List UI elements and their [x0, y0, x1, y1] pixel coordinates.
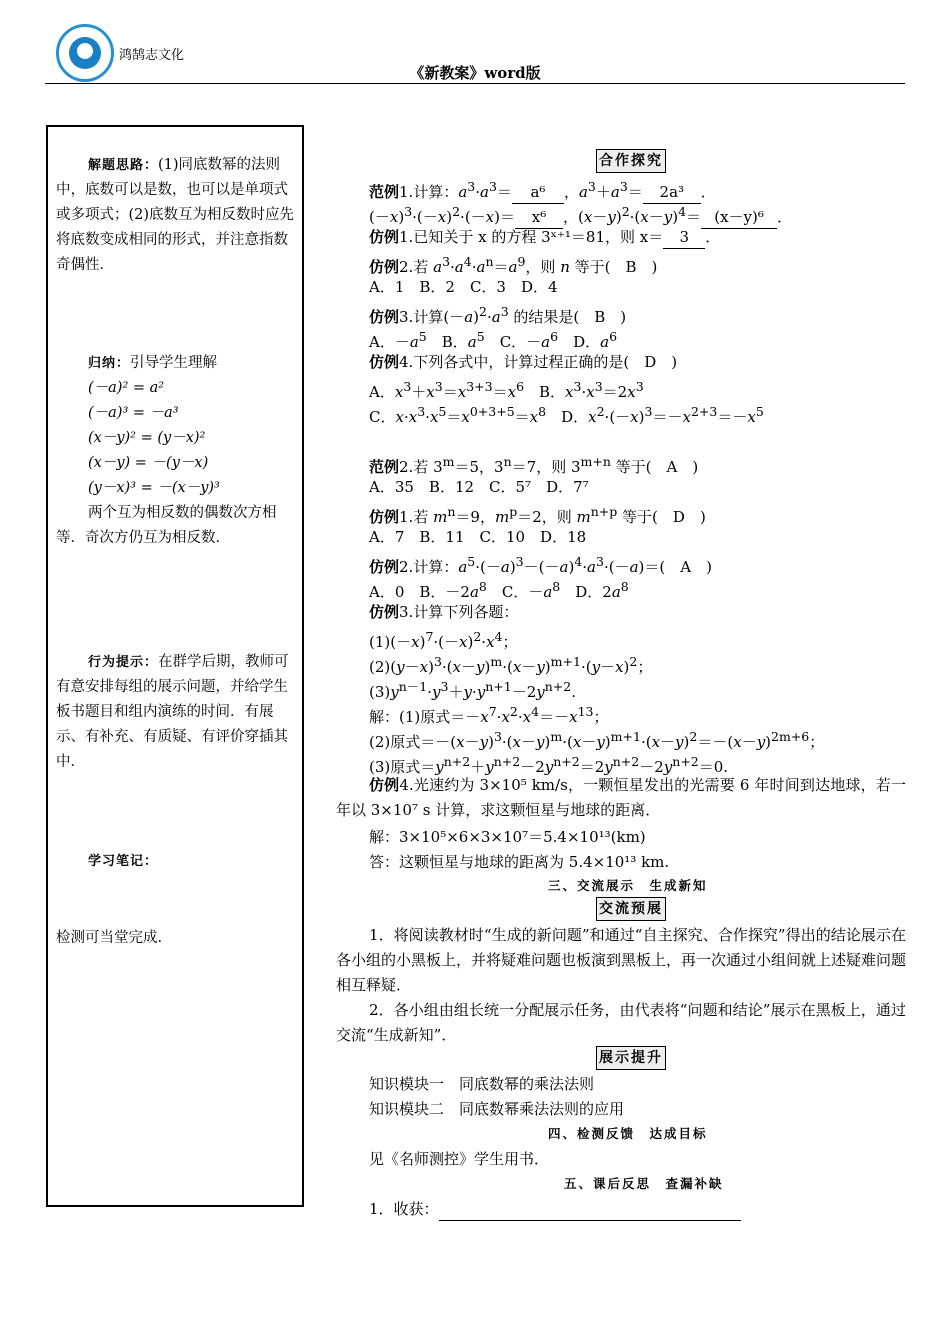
- company-name: 鸿鹄志文化: [119, 48, 185, 63]
- practice-3-options: A．$-a^5$ B．$a^5$ C．$-a^6$ D．$a^6$: [369, 329, 618, 351]
- coop-badge: 合作探究: [596, 149, 666, 173]
- practice-4-options-ab: A．$x^3+x^3=x^{3+3}=x^6$ B．$x^3\cdot x^3=2x^3$: [369, 379, 644, 401]
- sidebar-hint: [56, 153, 296, 278]
- practice2-1-options: A．7 B．11 C．10 D．18: [369, 528, 587, 546]
- show-badge: 展示提升: [596, 1046, 666, 1070]
- section-5-heading: 五、课后反思 查漏补缺: [564, 1176, 724, 1191]
- coop-badge-wrap: [596, 149, 666, 173]
- practice-1: 仿例1.已知关于 x 的方程 3ˣ⁺¹＝81，则 x＝ 3 ．: [369, 226, 720, 249]
- answer-blank: 2a³: [643, 181, 701, 204]
- practice-2: 仿例2.若 $a^3\cdot a^4\cdot a^n=a^9$，则 n 等于( B ): [369, 254, 658, 276]
- gain-line: 1．收获：: [369, 1198, 741, 1221]
- rule-3: (x－y)² = (y－x)²: [88, 430, 206, 446]
- solution-2: (2)原式$=-(x-y)^3\cdot(x-y)^m\cdot(x-y)^{m+1}\cdot(x-y)^2=-(x-y)^{2m+6}$；: [369, 729, 825, 751]
- sidebar-summary: [56, 351, 296, 551]
- example-1-line2: $(-x)^3\cdot(-x)^2\cdot(-x)= x^6$ ，$(x-y)^2\cdot(x-y)^4= (x-y)^6$ ．: [369, 201, 792, 229]
- module-2: 知识模块二 同底数幂乘法法则的应用: [369, 1100, 625, 1118]
- hint-text: (1)同底数幂的法则中，底数可以是数，也可以是单项式或多项式；(2)底数互为相反数时应先将底数变成相同的形式，并注意指数奇偶性．: [56, 157, 295, 273]
- section-4-heading: 四、检测反馈 达成目标: [548, 1126, 708, 1141]
- exchange-item-1: 1．将阅读教材时“生成的新问题”和通过“自主探究、合作探究”得出的结论展示在各小组的小黑板上，并将疑难问题也板演到黑板上，再一次通过小组间就上述疑难问题相互释疑．: [336, 926, 907, 994]
- summary-text: 两个互为相反数的偶数次方相等．奇次方仍互为相反数．: [56, 505, 277, 546]
- example-2-options: A．35 B．12 C．5⁷ D．7⁷: [369, 478, 589, 496]
- exchange-badge: 交流预展: [596, 897, 666, 921]
- rule-1: (－a)² = a²: [88, 380, 165, 396]
- rule-5: (y－x)³ = －(x－y)³: [88, 480, 220, 496]
- rule-2: (－a)³ = －a³: [88, 405, 179, 421]
- practice2-3-item3: $(3)y^{n-1}\cdot y^3+y\cdot y^{n+1}-2y^{n+2}$.: [369, 679, 577, 701]
- practice-4-options-cd: C．$x\cdot x^3\cdot x^5=x^{0+3+5}=x^8$ D．$x^2\cdot(-x)^3=-x^{2+3}=-x^5$: [369, 404, 764, 426]
- summary-intro: 引导学生理解: [130, 355, 218, 371]
- practice-4: 仿例4.下列各式中，计算过程正确的是( D ): [369, 353, 678, 371]
- practice2-4-answer: 答：这颗恒星与地球的距离为 5.4×10¹³ km.: [369, 853, 670, 871]
- practice2-3-item1: $(1)(-x)^7\cdot(-x)^2\cdot x^4$；: [369, 629, 518, 651]
- practice2-3: 仿例3.计算下列各题：: [369, 603, 519, 621]
- exchange-badge-wrap: [596, 897, 666, 921]
- sidebar-notes: [56, 849, 296, 874]
- see-book: 见《名师测控》学生用书．: [369, 1150, 550, 1168]
- answer-blank: 3: [663, 226, 705, 249]
- show-badge-wrap: [596, 1046, 666, 1070]
- summary-label: 归纳：: [88, 356, 131, 371]
- behavior-text: 在群学后期，教师可有意安排每组的展示问题，并给学生板书题目和组内演练的时间．有展示、有补充、有质疑、有评价穿插其中．: [56, 654, 289, 770]
- practice2-2: 仿例2.计算：$a^5\cdot(-a)^3-(-a)^4\cdot a^3\cdot(-a)=$( A ): [369, 554, 712, 576]
- practice2-1: 仿例1.若 $m^n=9$，$m^p=2$，则 $m^{n+p}$ 等于( D ): [369, 504, 706, 526]
- answer-blank: (x－y)⁶: [701, 206, 777, 229]
- behavior-label: 行为提示：: [88, 655, 159, 670]
- gain-blank[interactable]: [439, 1198, 741, 1221]
- practice2-2-options: A．0 B．$-2a^8$ C．$-a^8$ D．$2a^8$: [369, 579, 629, 601]
- hint-label: 解题思路：: [88, 158, 159, 173]
- page-title: 《新教案》word版: [409, 64, 541, 82]
- solution-1: 解：(1)原式$=-x^7\cdot x^2\cdot x^4=-x^{13}$；: [369, 704, 609, 726]
- header-divider: [45, 83, 905, 84]
- example-1: 范例1.计算：$a^3\cdot a^3= a^6$ ，$a^3+a^3= 2a^3$ ．: [369, 176, 716, 204]
- practice2-4: 仿例4.光速约为 3×10⁵ km/s，一颗恒星发出的光需要 6 年时间到达地球，若一年以 3×10⁷ s 计算，求这颗恒星与地球的距离．: [336, 776, 906, 819]
- practice2-3-item2: $(2)(y-x)^3\cdot(x-y)^m\cdot(x-y)^{m+1}\cdot(y-x)^2$；: [369, 654, 653, 676]
- answer-blank: a⁶: [512, 181, 564, 204]
- answer-blank: x⁶: [515, 206, 563, 229]
- practice-2-options: A．1 B．2 C．3 D．4: [369, 278, 558, 296]
- solution-3: (3)原式$=y^{n+2}+y^{n+2}-2y^{n+2}=2y^{n+2}-2y^{n+2}=0$.: [369, 754, 729, 776]
- sidebar-behavior: [56, 650, 296, 775]
- notes-label: 学习笔记：: [88, 854, 159, 869]
- practice2-4-solution: 解：3×10⁵×6×3×10⁷＝5.4×10¹³(km): [369, 828, 646, 846]
- section-3-heading: 三、交流展示 生成新知: [548, 878, 708, 893]
- exchange-item-2: 2．各小组由组长统一分配展示任务，由代表将“问题和结论”展示在黑板上，通过交流“生成新知”．: [336, 1001, 906, 1044]
- module-1: 知识模块一 同底数幂的乘法法则: [369, 1075, 595, 1093]
- practice-3: 仿例3.计算$(-a)^2\cdot a^3$ 的结果是( B ): [369, 304, 627, 326]
- notes-text: 检测可当堂完成.: [56, 930, 163, 946]
- example-2: 范例2.若 $3^m=5$，$3^n=7$，则 $3^{m+n}$ 等于( A ): [369, 454, 699, 476]
- rule-4: (x－y) = －(y－x): [88, 455, 209, 471]
